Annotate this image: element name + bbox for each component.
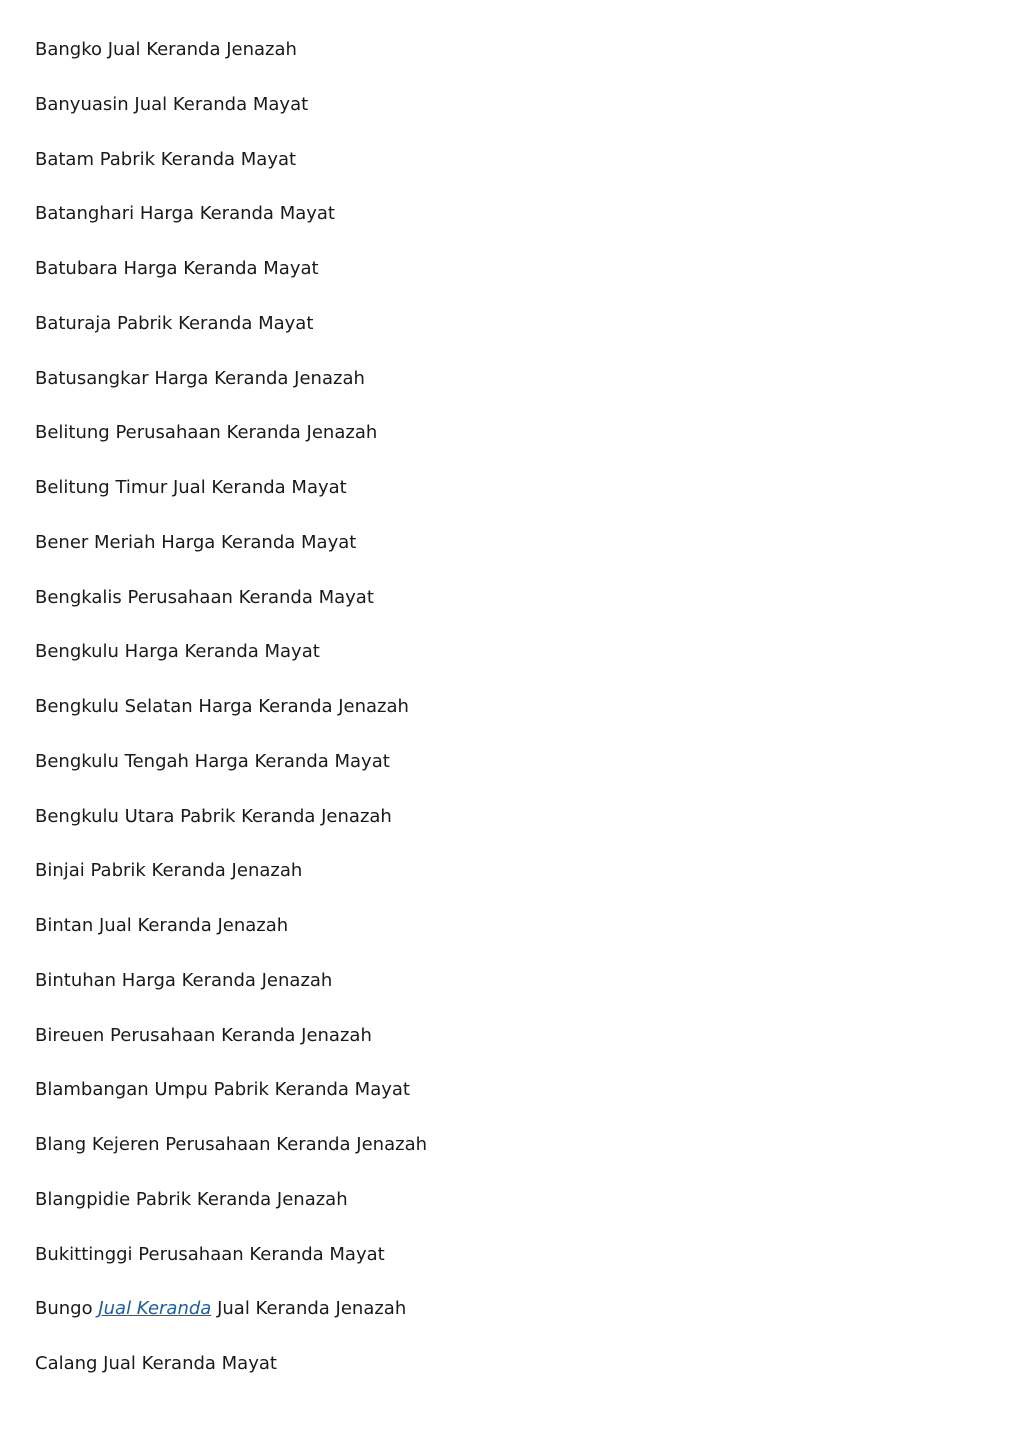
text-line: Banyuasin Jual Keranda Mayat bbox=[35, 93, 309, 115]
text-line: Bengkulu Harga Keranda Mayat bbox=[35, 641, 320, 663]
line-suffix-text: Jual Keranda Jenazah bbox=[211, 1298, 407, 1320]
text-line: Bener Meriah Harga Keranda Mayat bbox=[35, 531, 357, 553]
text-line: Batam Pabrik Keranda Mayat bbox=[35, 148, 297, 170]
text-line: Bintan Jual Keranda Jenazah bbox=[35, 915, 289, 936]
text-line: Bengkulu Selatan Harga Keranda Jenazah bbox=[35, 696, 409, 717]
text-line: Batusangkar Harga Keranda Jenazah bbox=[35, 367, 365, 389]
text-line: Binjai Pabrik Keranda Jenazah bbox=[35, 860, 303, 882]
text-line: Bengkulu Tengah Harga Keranda Mayat bbox=[35, 750, 390, 772]
text-line: Bukittinggi Perusahaan Keranda Mayat bbox=[35, 1243, 385, 1265]
text-line: Bengkalis Perusahaan Keranda Mayat bbox=[35, 586, 374, 608]
text-line: Bireuen Perusahaan Keranda Jenazah bbox=[35, 1024, 372, 1046]
text-line: Baturaja Pabrik Keranda Mayat bbox=[35, 312, 314, 334]
text-line: Blang Kejeren Perusahaan Keranda Jenazah bbox=[35, 1134, 428, 1155]
text-line: Bintuhan Harga Keranda Jenazah bbox=[35, 969, 333, 991]
text-line: Batubara Harga Keranda Mayat bbox=[35, 258, 319, 279]
text-line: Calang Jual Keranda Mayat bbox=[35, 1353, 277, 1374]
text-line: Batanghari Harga Keranda Mayat bbox=[35, 203, 335, 225]
text-line: Belitung Perusahaan Keranda Jenazah bbox=[35, 422, 378, 444]
document-body bbox=[35, 36, 989, 1405]
text-line: Blambangan Umpu Pabrik Keranda Mayat bbox=[35, 1079, 410, 1101]
text-line-with-link bbox=[35, 1295, 989, 1350]
text-line: Blangpidie Pabrik Keranda Jenazah bbox=[35, 1188, 348, 1210]
text-line: Bengkulu Utara Pabrik Keranda Jenazah bbox=[35, 805, 392, 827]
text-line: Bangko Jual Keranda Jenazah bbox=[35, 39, 297, 60]
text-line: Belitung Timur Jual Keranda Mayat bbox=[35, 477, 347, 498]
line-prefix-text: Bungo bbox=[35, 1298, 99, 1320]
jual-keranda-link[interactable]: Jual Keranda bbox=[98, 1298, 212, 1320]
